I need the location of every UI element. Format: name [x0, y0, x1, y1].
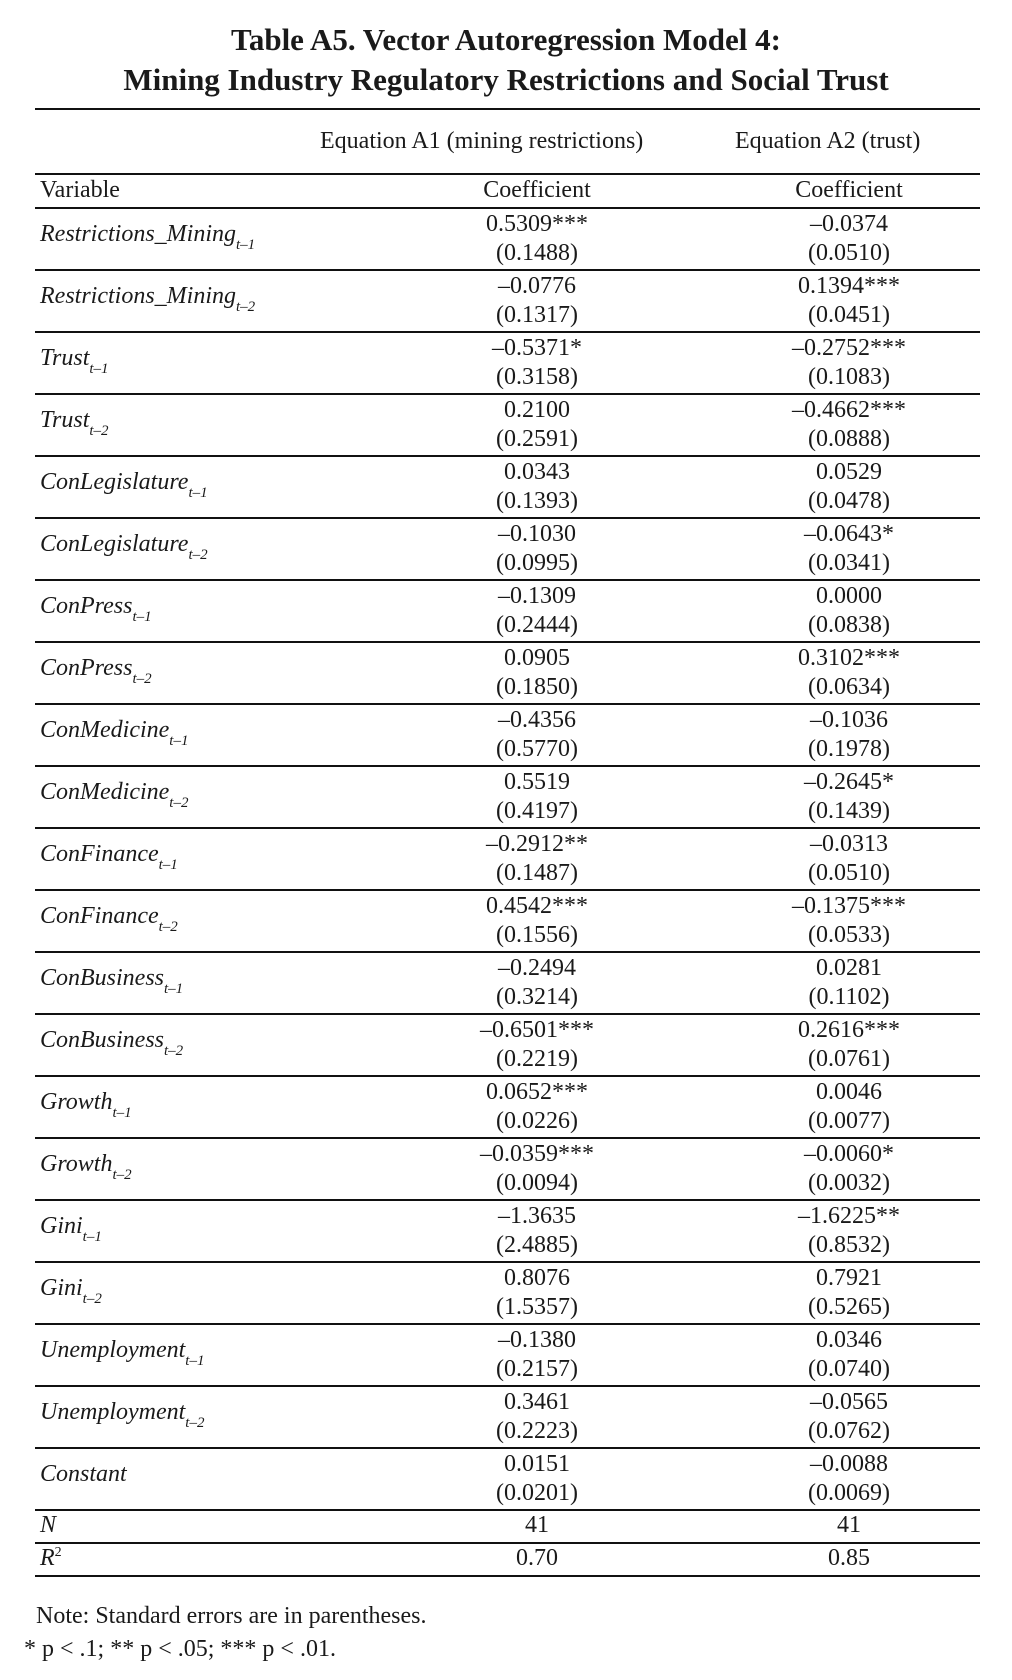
a2-cell	[717, 458, 981, 516]
r2-label	[40, 1545, 62, 1572]
table-title	[0, 20, 1012, 100]
lag-subscript: t–2	[164, 1043, 184, 1059]
table-row	[35, 1139, 980, 1201]
equation-a2-header: Equation A2 (trust)	[735, 128, 921, 154]
variable-name	[40, 779, 188, 812]
a1-standard-error: (0.2157)	[496, 1356, 578, 1382]
a1-coefficient: –0.2912**	[486, 831, 588, 857]
a1-coefficient: –0.1309	[498, 583, 576, 609]
r2-superscript: 2	[54, 1545, 62, 1560]
a1-cell	[382, 1326, 692, 1384]
a2-coefficient: –0.0374	[810, 211, 888, 237]
a1-standard-error: (0.2591)	[496, 426, 578, 452]
lag-subscript: t–1	[82, 1229, 102, 1245]
a1-cell	[382, 520, 692, 578]
a1-standard-error: (0.0226)	[496, 1108, 578, 1134]
variable-name	[40, 1027, 183, 1060]
a2-cell	[717, 520, 981, 578]
lag-subscript: t–2	[158, 919, 178, 935]
table-row	[35, 519, 980, 581]
a1-coefficient: 0.0151	[504, 1451, 570, 1477]
a1-coefficient: –0.0776	[498, 273, 576, 299]
n-label: N	[40, 1512, 57, 1538]
a2-coefficient: –0.0643*	[804, 521, 894, 547]
note-significance: * p < .1; ** p < .05; *** p < .01.	[24, 1636, 336, 1662]
lag-subscript: t–1	[169, 733, 189, 749]
table-row	[35, 1387, 980, 1449]
a1-cell	[382, 954, 692, 1012]
a2-cell	[717, 706, 981, 764]
a2-standard-error: (0.0451)	[808, 302, 890, 328]
variable-name	[40, 1275, 102, 1308]
a2-coefficient: 0.2616***	[798, 1017, 900, 1043]
a2-standard-error: (0.0740)	[808, 1356, 890, 1382]
variable-name	[40, 1399, 204, 1432]
a2-standard-error: (0.1439)	[808, 798, 890, 824]
a2-standard-error: (0.0077)	[808, 1108, 890, 1134]
variable-name	[40, 717, 188, 750]
a1-cell	[382, 210, 692, 268]
lag-subscript: t–2	[132, 671, 152, 687]
a2-coefficient: 0.0281	[816, 955, 882, 981]
a1-standard-error: (0.5770)	[496, 736, 578, 762]
variable-name	[40, 345, 109, 378]
a1-coefficient: 0.0343	[504, 459, 570, 485]
coefficient-header-a1: Coefficient	[483, 177, 591, 203]
a1-standard-error: (0.4197)	[496, 798, 578, 824]
a2-standard-error: (0.0533)	[808, 922, 890, 948]
table-row	[35, 1077, 980, 1139]
a1-cell	[382, 1264, 692, 1322]
variable-base: ConLegislature	[40, 469, 189, 495]
variable-base: Gini	[40, 1213, 83, 1239]
a2-standard-error: (0.0510)	[808, 860, 890, 886]
a1-standard-error: (0.1393)	[496, 488, 578, 514]
a2-coefficient: –0.0565	[810, 1389, 888, 1415]
variable-base: Growth	[40, 1089, 113, 1115]
variable-name	[40, 965, 183, 998]
n-a1: 41	[525, 1512, 549, 1538]
lag-subscript: t–1	[185, 1353, 205, 1369]
a1-standard-error: (0.1487)	[496, 860, 578, 886]
regression-table	[35, 108, 980, 1577]
lag-subscript: t–1	[164, 981, 184, 997]
a2-cell	[717, 644, 981, 702]
variable-header: Variable	[40, 177, 120, 203]
table-row	[35, 395, 980, 457]
a1-standard-error: (0.3214)	[496, 984, 578, 1010]
a2-standard-error: (0.0761)	[808, 1046, 890, 1072]
a2-cell	[717, 954, 981, 1012]
lag-subscript: t–2	[188, 547, 208, 563]
lag-subscript: t–2	[89, 423, 109, 439]
variable-base: ConBusiness	[40, 965, 165, 991]
a1-cell	[382, 706, 692, 764]
table-row	[35, 891, 980, 953]
a2-cell	[717, 1202, 981, 1260]
a1-cell	[382, 582, 692, 640]
a1-standard-error: (0.2219)	[496, 1046, 578, 1072]
a1-coefficient: 0.2100	[504, 397, 570, 423]
variable-name	[40, 1213, 102, 1246]
a2-cell	[717, 892, 981, 950]
a1-standard-error: (2.4885)	[496, 1232, 578, 1258]
r2-row	[35, 1544, 980, 1577]
a1-standard-error: (0.1850)	[496, 674, 578, 700]
variable-base: Trust	[40, 345, 90, 371]
a1-coefficient: 0.4542***	[486, 893, 588, 919]
variable-base: Trust	[40, 407, 90, 433]
a1-standard-error: (0.2444)	[496, 612, 578, 638]
table-row	[35, 209, 980, 271]
variable-name	[40, 1461, 127, 1494]
column-header-row	[35, 173, 980, 209]
a1-cell	[382, 458, 692, 516]
a2-standard-error: (0.0634)	[808, 674, 890, 700]
variable-base: Unemployment	[40, 1337, 186, 1363]
table-row	[35, 1201, 980, 1263]
a2-coefficient: 0.7921	[816, 1265, 882, 1291]
a1-cell	[382, 644, 692, 702]
a2-standard-error: (0.0888)	[808, 426, 890, 452]
a1-coefficient: –0.2494	[498, 955, 576, 981]
table-row	[35, 705, 980, 767]
a1-cell	[382, 1202, 692, 1260]
a2-cell	[717, 1264, 981, 1322]
a2-coefficient: –0.0313	[810, 831, 888, 857]
a2-coefficient: –0.2645*	[804, 769, 894, 795]
a1-coefficient: 0.5309***	[486, 211, 588, 237]
a1-cell	[382, 1450, 692, 1508]
a2-standard-error: (0.0762)	[808, 1418, 890, 1444]
variable-base: ConMedicine	[40, 717, 170, 743]
a1-coefficient: –0.1380	[498, 1327, 576, 1353]
a2-coefficient: –0.0060*	[804, 1141, 894, 1167]
a1-standard-error: (0.1317)	[496, 302, 578, 328]
lag-subscript: t–2	[185, 1415, 205, 1431]
a2-coefficient: 0.0000	[816, 583, 882, 609]
variable-name	[40, 1151, 132, 1184]
variable-name	[40, 221, 255, 254]
table-row	[35, 767, 980, 829]
n-row	[35, 1511, 980, 1544]
variable-name	[40, 283, 255, 316]
a1-coefficient: –0.0359***	[480, 1141, 594, 1167]
variable-name	[40, 903, 178, 936]
variable-name	[40, 469, 208, 502]
a1-cell	[382, 272, 692, 330]
n-a2: 41	[837, 1512, 861, 1538]
variable-base: Gini	[40, 1275, 83, 1301]
lag-subscript: t–1	[89, 361, 109, 377]
table-row	[35, 1015, 980, 1077]
a2-coefficient: –0.1375***	[792, 893, 906, 919]
a2-coefficient: 0.3102***	[798, 645, 900, 671]
variable-base: Unemployment	[40, 1399, 186, 1425]
a1-coefficient: 0.3461	[504, 1389, 570, 1415]
a2-cell	[717, 1078, 981, 1136]
equation-a1-header: Equation A1 (mining restrictions)	[320, 128, 644, 154]
a2-coefficient: 0.0046	[816, 1079, 882, 1105]
a1-standard-error: (0.2223)	[496, 1418, 578, 1444]
a1-cell	[382, 1388, 692, 1446]
table-row	[35, 581, 980, 643]
a1-cell	[382, 396, 692, 454]
variable-base: ConBusiness	[40, 1027, 165, 1053]
a2-cell	[717, 1388, 981, 1446]
a2-standard-error: (0.0341)	[808, 550, 890, 576]
lag-subscript: t–1	[112, 1105, 132, 1121]
a1-standard-error: (0.1556)	[496, 922, 578, 948]
coefficient-header-a2: Coefficient	[795, 177, 903, 203]
a1-cell	[382, 1016, 692, 1074]
a1-coefficient: –0.4356	[498, 707, 576, 733]
a2-cell	[717, 210, 981, 268]
a1-cell	[382, 830, 692, 888]
a2-coefficient: –1.6225**	[798, 1203, 900, 1229]
a1-coefficient: 0.8076	[504, 1265, 570, 1291]
a1-standard-error: (0.3158)	[496, 364, 578, 390]
a2-coefficient: –0.0088	[810, 1451, 888, 1477]
lag-subscript: t–2	[112, 1167, 132, 1183]
table-row	[35, 829, 980, 891]
lag-subscript: t–2	[169, 795, 189, 811]
a2-cell	[717, 1326, 981, 1384]
variable-base: ConMedicine	[40, 779, 170, 805]
a2-cell	[717, 582, 981, 640]
a2-standard-error: (0.1083)	[808, 364, 890, 390]
variable-name	[40, 655, 152, 688]
a1-cell	[382, 1140, 692, 1198]
a2-standard-error: (0.1102)	[808, 984, 890, 1010]
variable-base: ConPress	[40, 655, 133, 681]
equation-header-row	[35, 110, 980, 173]
lag-subscript: t–2	[235, 299, 256, 315]
lag-subscript: t–1	[188, 485, 208, 501]
variable-name	[40, 1337, 204, 1370]
table-row	[35, 643, 980, 705]
a2-coefficient: 0.1394***	[798, 273, 900, 299]
a1-standard-error: (0.0201)	[496, 1480, 578, 1506]
table-row	[35, 333, 980, 395]
a2-standard-error: (0.0069)	[808, 1480, 890, 1506]
table-row	[35, 457, 980, 519]
variable-base: ConLegislature	[40, 531, 189, 557]
a2-coefficient: –0.4662***	[792, 397, 906, 423]
a2-standard-error: (0.0838)	[808, 612, 890, 638]
a2-cell	[717, 272, 981, 330]
a1-coefficient: –1.3635	[498, 1203, 576, 1229]
variable-base: Restrictions_Mining	[40, 283, 236, 309]
a1-standard-error: (0.0995)	[496, 550, 578, 576]
lag-subscript: t–1	[158, 857, 178, 873]
a1-coefficient: –0.6501***	[480, 1017, 594, 1043]
a1-standard-error: (0.0094)	[496, 1170, 578, 1196]
r2-a1: 0.70	[516, 1545, 558, 1571]
title-line-2: Mining Industry Regulatory Restrictions and Social Trust	[123, 62, 889, 97]
a2-standard-error: (0.1978)	[808, 736, 890, 762]
a2-coefficient: 0.0529	[816, 459, 882, 485]
a1-cell	[382, 334, 692, 392]
a1-cell	[382, 1078, 692, 1136]
a2-cell	[717, 830, 981, 888]
a1-standard-error: (0.1488)	[496, 240, 578, 266]
variable-base: Growth	[40, 1151, 113, 1177]
variable-name	[40, 841, 178, 874]
lag-subscript: t–2	[82, 1291, 102, 1307]
a2-standard-error: (0.8532)	[808, 1232, 890, 1258]
variable-name	[40, 407, 109, 440]
variable-name	[40, 531, 208, 564]
variable-base: ConFinance	[40, 903, 159, 929]
table-row	[35, 1325, 980, 1387]
lag-subscript: t–1	[132, 609, 152, 625]
a2-cell	[717, 1450, 981, 1508]
a1-coefficient: 0.0652***	[486, 1079, 588, 1105]
a1-coefficient: 0.0905	[504, 645, 570, 671]
table-row	[35, 271, 980, 333]
a2-standard-error: (0.5265)	[808, 1294, 890, 1320]
a1-cell	[382, 892, 692, 950]
variable-name	[40, 1089, 132, 1122]
a2-cell	[717, 334, 981, 392]
a2-cell	[717, 396, 981, 454]
a2-coefficient: 0.0346	[816, 1327, 882, 1353]
a1-cell	[382, 768, 692, 826]
table-body	[35, 209, 980, 1511]
a2-cell	[717, 1016, 981, 1074]
variable-base: ConPress	[40, 593, 133, 619]
variable-base: Restrictions_Mining	[40, 221, 236, 247]
table-row	[35, 1263, 980, 1325]
a2-cell	[717, 768, 981, 826]
variable-base: Constant	[40, 1461, 127, 1487]
a2-cell	[717, 1140, 981, 1198]
lag-subscript: t–1	[235, 237, 256, 253]
a1-standard-error: (1.5357)	[496, 1294, 578, 1320]
variable-name	[40, 593, 152, 626]
a2-coefficient: –0.1036	[810, 707, 888, 733]
table-notes	[24, 1600, 427, 1666]
a2-coefficient: –0.2752***	[792, 335, 906, 361]
a1-coefficient: 0.5519	[504, 769, 570, 795]
note-standard-errors: Note: Standard errors are in parentheses.	[36, 1603, 427, 1629]
a2-standard-error: (0.0478)	[808, 488, 890, 514]
variable-base: ConFinance	[40, 841, 159, 867]
a2-standard-error: (0.0510)	[808, 240, 890, 266]
table-row	[35, 1449, 980, 1511]
table-row	[35, 953, 980, 1015]
r2-letter: R	[40, 1545, 55, 1571]
a1-coefficient: –0.5371*	[492, 335, 582, 361]
r2-a2: 0.85	[828, 1545, 870, 1571]
a2-standard-error: (0.0032)	[808, 1170, 890, 1196]
a1-coefficient: –0.1030	[498, 521, 576, 547]
title-line-1: Table A5. Vector Autoregression Model 4:	[231, 22, 781, 57]
